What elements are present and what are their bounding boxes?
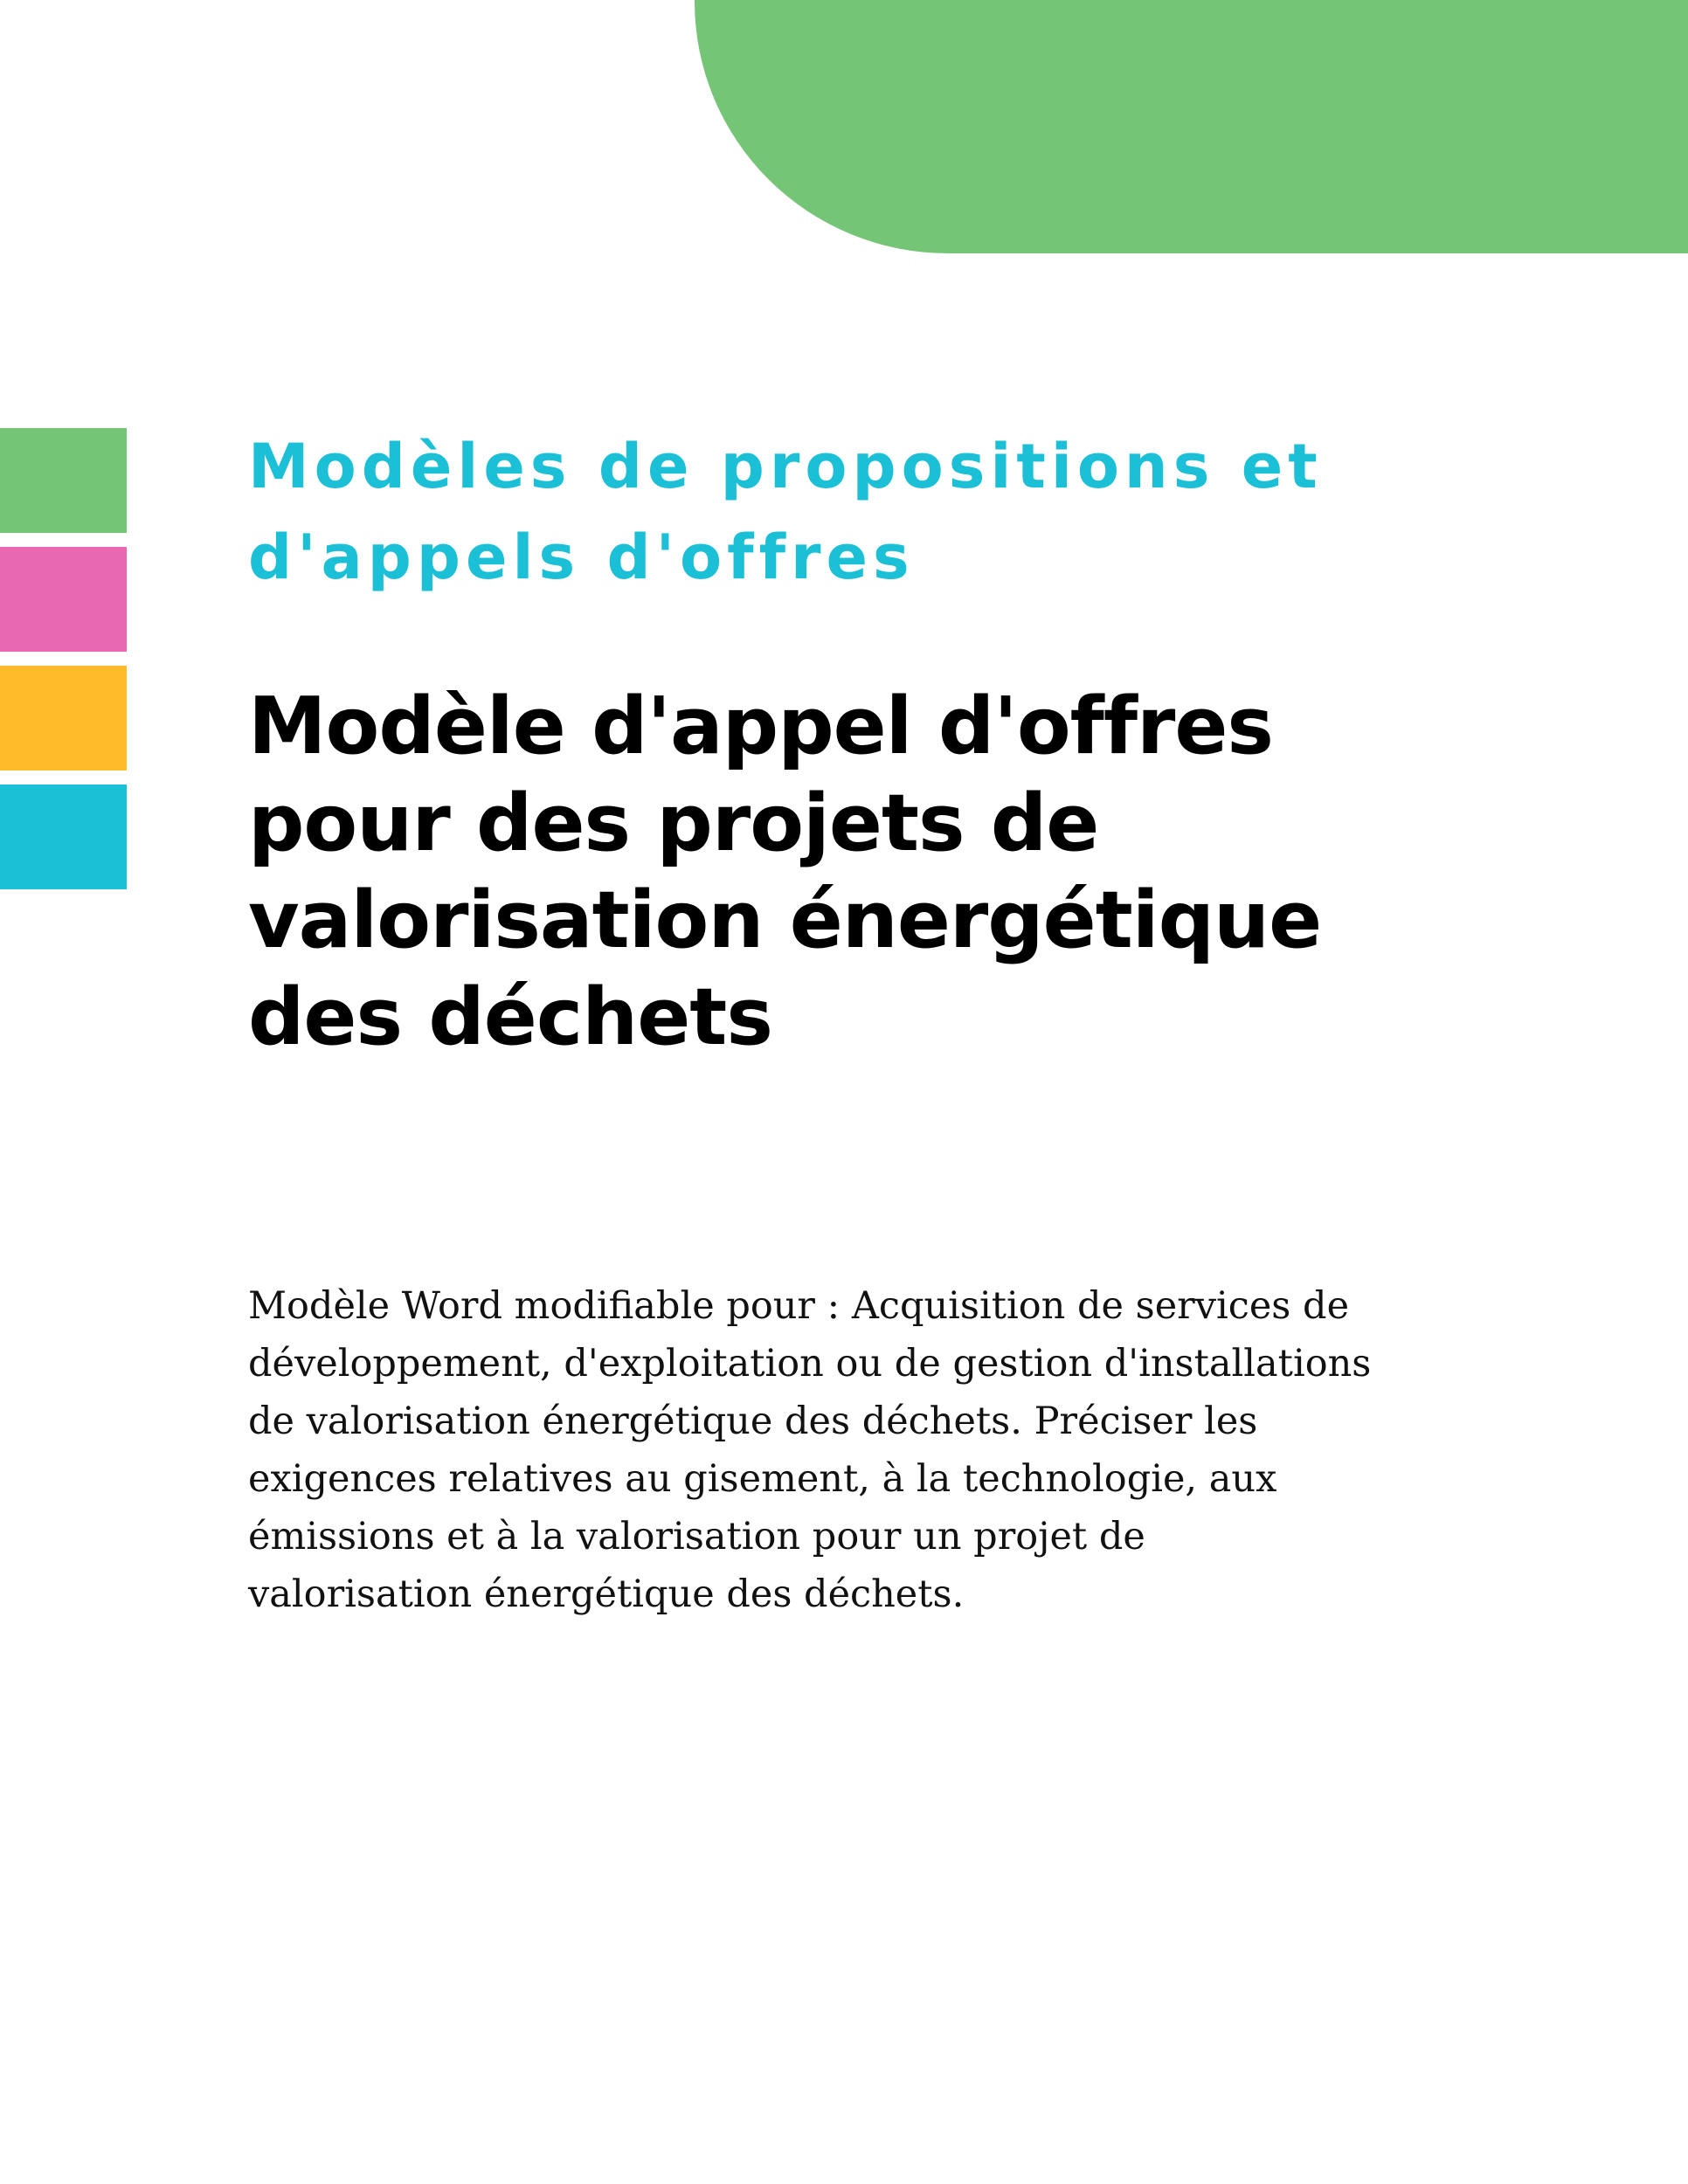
document-description	[248, 1277, 1559, 1623]
pink-color-block	[0, 547, 127, 652]
category-line-1: Modèles de propositions et	[248, 431, 1323, 502]
title-line-4: des déchets	[248, 971, 772, 1063]
description-line-6: valorisation énergétique des déchets.	[248, 1572, 965, 1616]
description-line-5: émissions et à la valorisation pour un projet de	[248, 1515, 1145, 1559]
title-line-2: pour des projets de	[248, 778, 1099, 869]
description-line-1: Modèle Word modifiable pour : Acquisition de services de	[248, 1284, 1350, 1328]
top-green-shape	[695, 0, 1688, 253]
description-line-4: exigences relatives au gisement, à la technologie, aux	[248, 1457, 1277, 1501]
category-heading	[248, 421, 1471, 603]
description-line-2: développement, d'exploitation ou de gestion d'installations	[248, 1342, 1372, 1386]
cyan-color-block	[0, 784, 127, 889]
category-line-2: d'appels d'offres	[248, 522, 915, 593]
green-color-block	[0, 428, 127, 533]
yellow-color-block	[0, 666, 127, 771]
description-line-3: de valorisation énergétique des déchets. Préciser les	[248, 1400, 1258, 1443]
title-line-3: valorisation énergétique	[248, 874, 1322, 966]
document-title	[248, 678, 1559, 1066]
title-line-1: Modèle d'appel d'offres	[248, 681, 1273, 772]
